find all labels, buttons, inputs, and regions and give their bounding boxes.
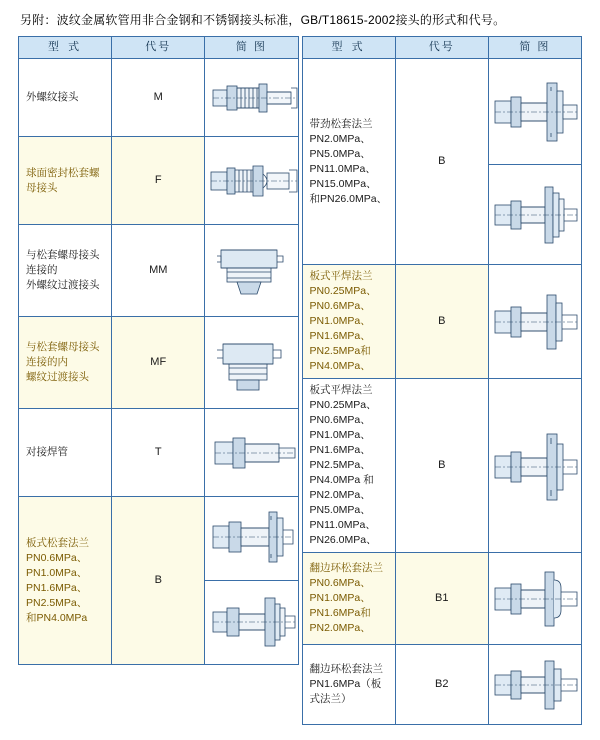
type-line: 板式平焊法兰 (309, 270, 373, 282)
type-line: PN0.6MPa、PN1.0MPa、 (26, 551, 88, 579)
type-line: PN2.5MPa和PN4.0MPa、 (309, 345, 371, 372)
cell-code: B (395, 59, 488, 265)
table-row (302, 265, 582, 379)
male-thread-joint-drawing (205, 68, 304, 128)
table-row (302, 553, 582, 645)
type-line: PN1.6MPa、PN2.5MPa、 (26, 581, 88, 609)
type-line: PN0.25MPa、PN0.6MPa、 (309, 285, 377, 312)
table-head-left (19, 37, 299, 59)
type-line: PN0.25MPa、PN0.6MPa、 (309, 399, 377, 426)
cell-code: MF (112, 317, 205, 409)
table-row (19, 225, 299, 317)
plate-slip-on-welding-flange-drawing-b (489, 408, 588, 524)
cell-type (19, 59, 112, 137)
female-thread-transition-joint-drawing (205, 328, 304, 398)
cell-code: M (112, 59, 205, 137)
table-row (19, 409, 299, 497)
cell-code: B (112, 497, 205, 665)
type-line: PN1.6MPa（板式法兰） (309, 678, 382, 705)
column-header-code: 代号 (112, 37, 205, 59)
column-header-picture: 简 图 (488, 37, 581, 59)
type-line: 和PN4.0MPa (26, 611, 88, 624)
plate-lap-joint-flange-drawing-a (205, 500, 304, 578)
cell-type (19, 317, 112, 409)
type-line: 外螺纹过渡接头 (26, 279, 100, 291)
cell-picture (488, 165, 581, 265)
column-header-type: 型 式 (302, 37, 395, 59)
plate-lap-joint-flange-drawing-b (205, 584, 304, 662)
type-line: PN1.0MPa、PN1.6MPa、 (309, 315, 371, 342)
joint-forms-table-right (302, 36, 583, 725)
cell-picture (488, 645, 581, 725)
table-row (19, 497, 299, 581)
table-row (302, 645, 582, 725)
butt-weld-pipe-drawing (205, 422, 304, 484)
cell-code: T (112, 409, 205, 497)
table-row (19, 59, 299, 137)
ribbed-lap-joint-flange-drawing-b (489, 171, 588, 259)
cell-type (19, 409, 112, 497)
type-line: 翻边环松套法兰 (309, 663, 383, 675)
plate-slip-on-welding-flange-drawing-a (489, 277, 588, 367)
table-head-right (302, 37, 582, 59)
type-line: PN1.6MPa和PN2.0MPa、 (309, 607, 371, 634)
type-line: PN2.0MPa、PN5.0MPa、 (309, 489, 371, 516)
cell-picture (205, 497, 298, 581)
table-row (19, 317, 299, 409)
type-line: 球面密封松套螺母接头 (26, 166, 100, 194)
type-line: 翻边环松套法兰 (309, 562, 383, 574)
spherical-seal-union-nut-joint-drawing (205, 148, 304, 214)
cell-picture (205, 581, 298, 665)
type-line: 与松套螺母接头连接的 (26, 249, 100, 276)
cell-type (302, 645, 395, 725)
type-line: PN0.6MPa、PN1.0MPa、 (309, 577, 371, 604)
type-line: PN11.0MPa、PN26.0MPa、 (309, 519, 377, 546)
type-line: PN2.0MPa、PN5.0MPa、 (309, 132, 371, 160)
column-header-type: 型 式 (19, 37, 112, 59)
cell-picture (488, 379, 581, 553)
type-line: PN2.5MPa、PN4.0MPa 和 (309, 459, 374, 486)
cell-type (19, 225, 112, 317)
cell-type (302, 379, 395, 553)
page-title: 另附：波纹金属软管用非合金钢和不锈钢接头标准，GB/T18615-2002接头的形式和代号。 (20, 13, 506, 27)
cell-picture (205, 317, 298, 409)
type-line: 板式平焊法兰 (309, 384, 373, 396)
ribbed-lap-joint-flange-drawing-a (489, 65, 588, 159)
type-line: 螺纹过渡接头 (26, 371, 89, 383)
cell-type (302, 59, 395, 265)
cell-code: B1 (395, 553, 488, 645)
type-line: 对接焊管 (26, 446, 68, 458)
male-thread-transition-joint-drawing (205, 236, 304, 306)
joint-forms-table-left (18, 36, 299, 665)
lapped-ring-loose-flange-drawing (489, 558, 588, 640)
cell-type (19, 497, 112, 665)
type-line: 与松套螺母接头连接的内 (26, 341, 100, 368)
type-line: 板式松套法兰 (26, 536, 89, 549)
type-line: PN1.0MPa、PN1.6MPa、 (309, 429, 371, 456)
cell-picture (488, 59, 581, 165)
type-line: 带劲松套法兰 (309, 117, 373, 130)
table-body-right (302, 59, 582, 725)
cell-picture (205, 59, 298, 137)
cell-picture (205, 225, 298, 317)
column-header-picture: 简 图 (205, 37, 298, 59)
cell-type (302, 265, 395, 379)
cell-type (19, 137, 112, 225)
table-row (19, 137, 299, 225)
cell-code: MM (112, 225, 205, 317)
type-line: 和PN26.0MPa、 (309, 192, 388, 205)
header-row (19, 37, 299, 59)
cell-picture (205, 409, 298, 497)
type-line: 外螺纹接头 (26, 91, 79, 103)
cell-code: F (112, 137, 205, 225)
cell-picture (205, 137, 298, 225)
cell-type (302, 553, 395, 645)
lapped-ring-loose-flange-plate-drawing (489, 649, 588, 721)
column-header-code: 代号 (395, 37, 488, 59)
standards-tables (18, 36, 582, 725)
cell-picture (488, 553, 581, 645)
table-body-left (19, 59, 299, 665)
header-row (302, 37, 582, 59)
cell-code: B2 (395, 645, 488, 725)
table-row (302, 59, 582, 165)
type-line: PN11.0MPa、PN15.0MPa、 (309, 162, 377, 190)
table-row (302, 379, 582, 553)
cell-code: B (395, 265, 488, 379)
cell-picture (488, 265, 581, 379)
cell-code: B (395, 379, 488, 553)
